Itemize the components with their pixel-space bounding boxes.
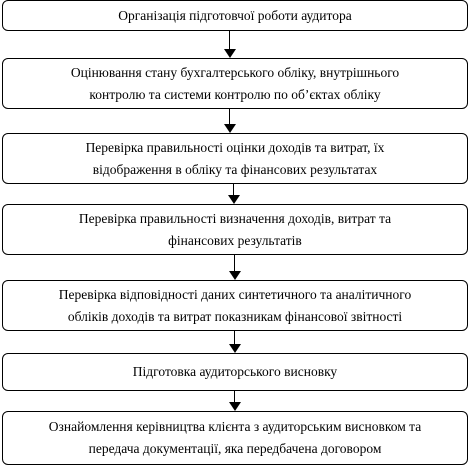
step-box-1 [2,0,468,31]
step-7-line-1: Ознайомлення керівництва клієнта з аудиторським висновком та [48,419,422,434]
arrow-4 [229,255,241,280]
arrow-6 [229,391,241,411]
step-box-2 [2,58,468,109]
step-5-line-2: обліків доходів та витрат показникам фінансової звітності [67,308,403,324]
arrow-3 [228,184,240,204]
step-box-5 [2,280,468,331]
step-box-7 [2,411,468,465]
arrow-5 [229,331,241,353]
step-box-3 [2,133,468,184]
step-3-line-1: Перевірка правильності оцінки доходів та витрат, їх [85,139,385,155]
step-5-line-1: Перевірка відповідності даних синтетичного та аналітичного [58,286,412,302]
step-box-4 [2,204,468,255]
arrow-1 [224,31,236,58]
step-3-line-2: відображення в обліку та фінансових результатах [92,161,378,177]
arrow-2 [224,109,236,133]
step-4-line-1: Перевірка правильності визначення доходів, витрат та [78,210,392,226]
step-4-line-2: фінансових результатів [168,232,302,248]
step-2-line-2: контролю та системи контролю по об’єктах обліку [89,86,381,102]
step-1-line-1: Організація підготовчої роботи аудитора [118,7,352,23]
step-2-line-1: Оцінювання стану бухгалтерського обліку, внутрішнього [70,64,400,80]
step-box-6 [2,353,468,391]
step-6-line-1: Підготовка аудиторського висновку [132,364,338,379]
step-7-line-2: передача документації, яка передбачена договором [88,441,382,456]
